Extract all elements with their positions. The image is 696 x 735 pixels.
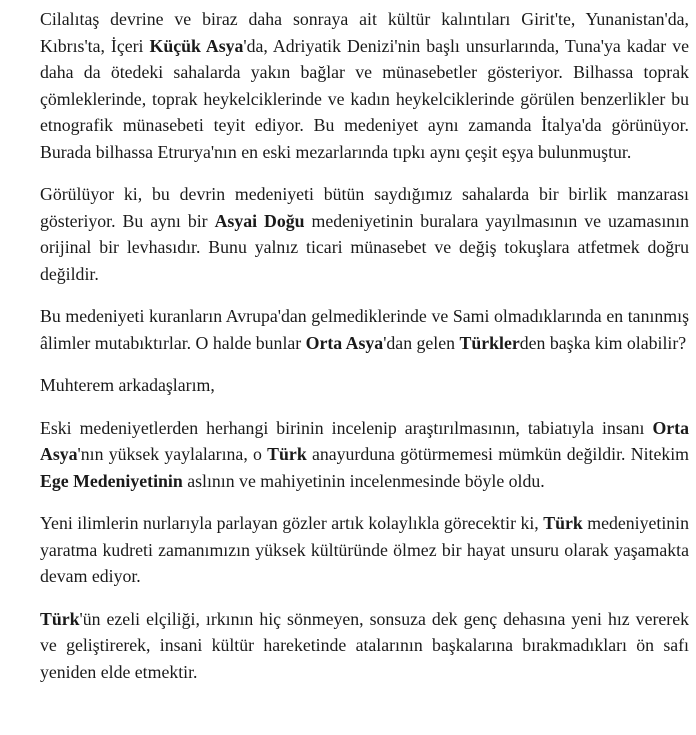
bold-term: Küçük Asya xyxy=(149,35,244,56)
bold-term: Ege Medeniyetinin xyxy=(40,470,183,491)
bold-term: Asyai Doğu xyxy=(214,210,305,231)
paragraph-4 xyxy=(40,372,689,399)
paragraph-6 xyxy=(40,510,689,590)
bold-term: Orta Asya xyxy=(305,332,384,353)
text-run: Muhterem arkadaşlarım, xyxy=(40,375,215,395)
paragraph-3 xyxy=(40,303,689,356)
text-run: 'nın yüksek yaylalarına, o xyxy=(77,444,268,464)
text-run: 'ün ezeli elçiliği, ırkının hiç sönmeyen, sonsuza dek genç dehasına yeni hız vererek ve geliştirerek, insani kültür hareketinde atalarının başkalarına bırakmadıkları ön safı yeniden elde etmektir. xyxy=(40,608,689,682)
text-run: Görülüyor ki, bu devrin medeniyeti bütün saydığımız sahalarda bir birlik manzarası gösteriyor. Bu aynı bir xyxy=(40,184,689,231)
text-run: medeniyetinin buralara yayılmasının ve uzamasının orijinal bir levhasıdır. Bunu yalnız ticari münasebet ve değiş tokuşlara atfetmek doğru değildir. xyxy=(40,210,689,284)
paragraph-1 xyxy=(40,6,689,165)
paragraph-2 xyxy=(40,181,689,287)
text-run: Cilalıtaş devrine ve biraz daha sonraya ait kültür kalıntıları Girit'te, Yunanistan'da, Kıbrıs'ta, İçeri xyxy=(40,9,689,56)
bold-term: Türkler xyxy=(459,332,520,353)
text-run: Yeni ilimlerin nurlarıyla parlayan gözler artık kolaylıkla görecektir ki, xyxy=(40,513,544,533)
paragraph-5 xyxy=(40,415,689,495)
bold-term: Türk xyxy=(40,608,80,629)
document-body xyxy=(40,6,689,701)
text-run: den başka kim olabilir? xyxy=(519,332,687,353)
text-run: 'dan gelen xyxy=(383,332,460,353)
text-run: anayurduna götürmemesi mümkün değildir. Nitekim xyxy=(306,444,689,464)
text-run: Eski medeniyetlerden herhangi birinin incelenip araştırılmasının, tabiatıyla insanı xyxy=(40,417,653,438)
text-run: 'da, Adriyatik Denizi'nin başlı unsurlarında, Tuna'ya kadar ve daha da ötedeki sahalarda yakın bağlar ve münasebetler gösteriyor. Bilhassa toprak çömleklerinde, toprak heykelciklerinde ve kadın heykelciklerinde görülen benzerlikler bu etnografik münasebeti teyit ediyor. Bu medeniyet aynı zamanda İtalya'da görünüyor. Burada bilhassa Etrurya'nın en eski mezarlarında tıpkı aynı çeşit eşya bulunmuştur. xyxy=(40,35,689,162)
paragraph-7 xyxy=(40,606,689,686)
bold-term: Türk xyxy=(267,444,307,464)
text-run: Bu medeniyeti kuranların Avrupa'dan gelmediklerinde ve Sami olmadıklarında en tanınmış âlimler mutabıktırlar. O halde bunlar xyxy=(40,306,689,353)
text-run: medeniyetinin yaratma kudreti zamanımızın yüksek kültüründe ölmez bir hayat unsuru olarak yaşamakta devam ediyor. xyxy=(40,513,689,586)
bold-term: Orta Asya xyxy=(40,417,689,464)
bold-term: Türk xyxy=(543,513,583,533)
text-run: aslının ve mahiyetinin incelenmesinde böyle oldu. xyxy=(182,470,545,491)
